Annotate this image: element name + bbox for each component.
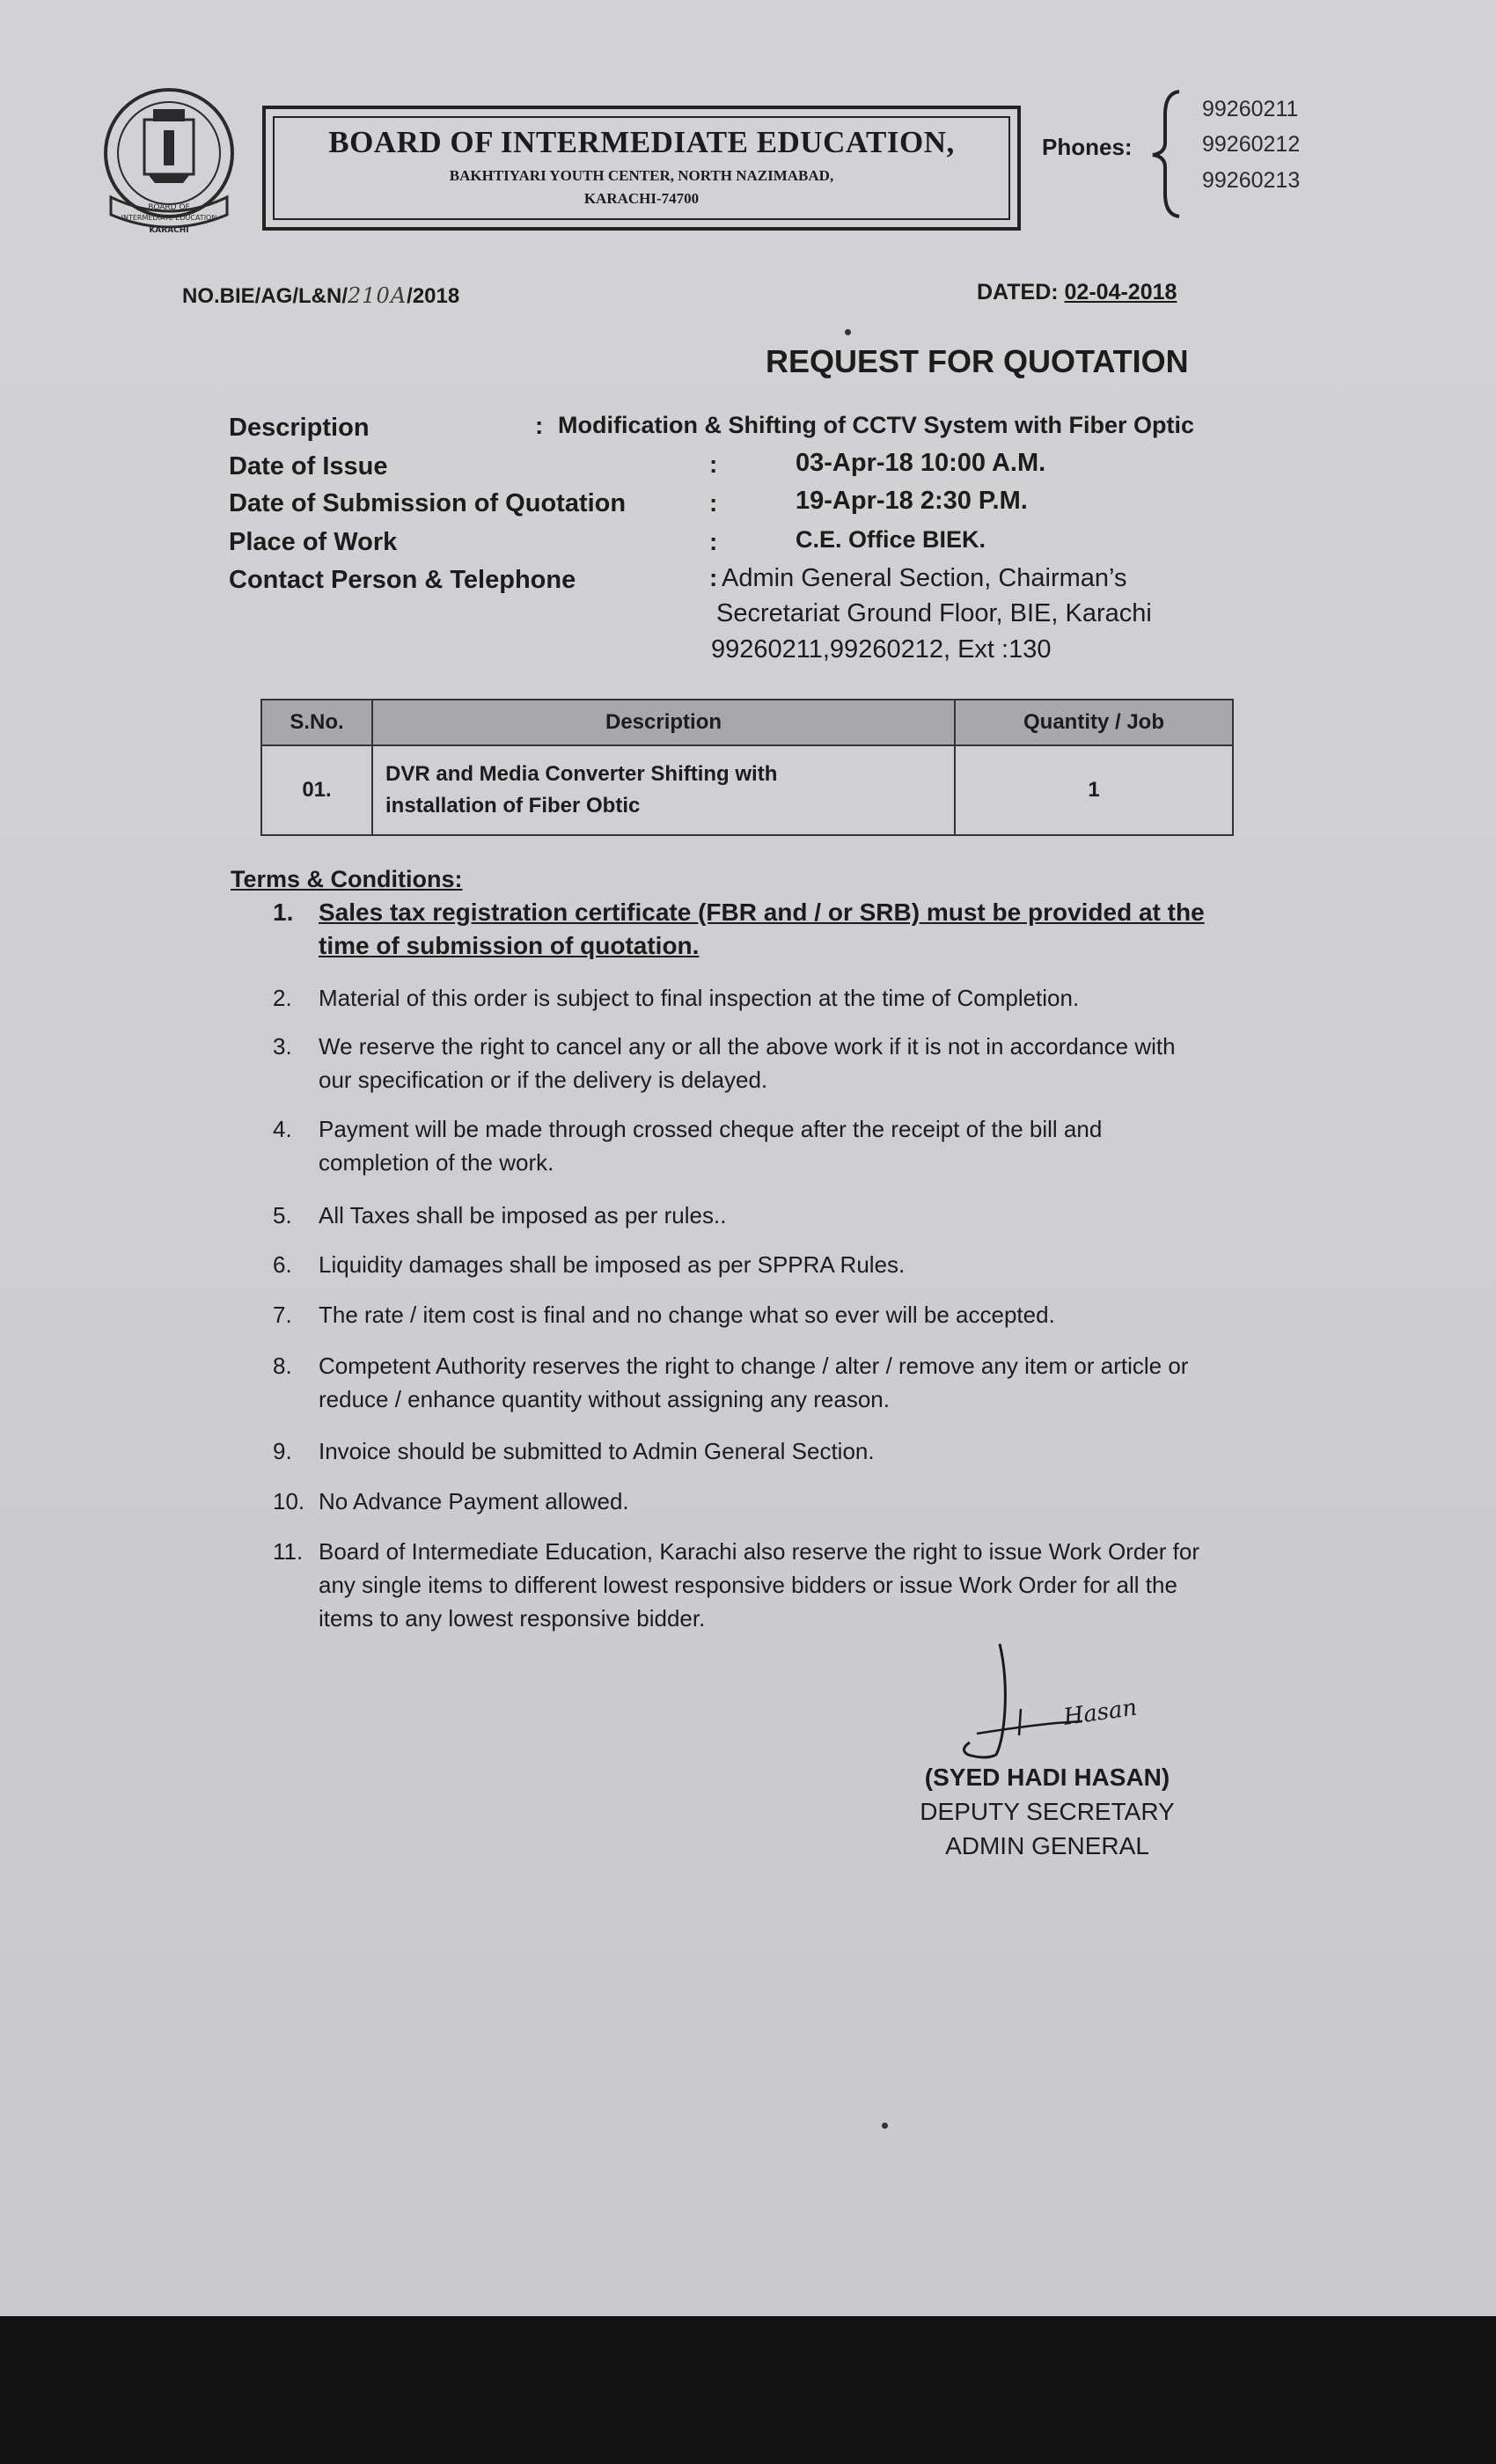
- contact-line-1: Admin General Section, Chairman’s: [722, 564, 1127, 592]
- dated-value: 02-04-2018: [1064, 280, 1177, 304]
- term-number: 4.: [273, 1116, 292, 1142]
- term-item-4: [273, 1112, 1294, 1179]
- term-line: The rate / item cost is final and no change what so ever will be accepted.: [319, 1302, 1055, 1328]
- signatory-designation: DEPUTY SECRETARY: [920, 1798, 1175, 1825]
- issue-value: 03-Apr-18 10:00 A.M.: [796, 449, 1046, 477]
- term-line: All Taxes shall be imposed as per rules..: [319, 1202, 727, 1228]
- term-line: Competent Authority reserves the right to change / alter / remove any item or article or: [319, 1353, 1189, 1379]
- phone-number-1: 99260211: [1202, 97, 1299, 121]
- signatory-name: (SYED HADI HASAN): [924, 1764, 1170, 1791]
- term-number: 3.: [273, 1033, 292, 1060]
- reference-suffix: /2018: [407, 284, 460, 308]
- term-line: Liquidity damages shall be imposed as per SPPRA Rules.: [319, 1251, 906, 1278]
- term-number: 10.: [273, 1488, 305, 1514]
- term-number: 5.: [273, 1202, 292, 1228]
- term-line: Payment will be made through crossed cheque after the receipt of the bill and: [319, 1116, 1103, 1142]
- signatory-department: ADMIN GENERAL: [945, 1832, 1149, 1859]
- term-item-7: [273, 1298, 1294, 1331]
- description-value: Modification & Shifting of CCTV System with Fiber Optic: [558, 412, 1195, 438]
- ink-dot: [845, 329, 851, 335]
- address-line-2: KARACHI-74700: [583, 190, 700, 207]
- address-line-1: BAKHTIYARI YOUTH CENTER, NORTH NAZIMABAD,: [449, 167, 834, 184]
- term-item-2: [273, 981, 1294, 1015]
- term-number: 9.: [273, 1438, 292, 1464]
- cell-description: [372, 745, 955, 835]
- term-line: Invoice should be submitted to Admin General Section.: [319, 1438, 875, 1464]
- term-number: 11.: [273, 1538, 304, 1565]
- description-colon: :: [535, 412, 544, 439]
- term-line: completion of the work.: [319, 1149, 554, 1176]
- handwritten-signature: [915, 1639, 1188, 1771]
- term-line: We reserve the right to cancel any or all the above work if it is not in accordance with: [319, 1033, 1176, 1060]
- col-header-description: Description: [372, 700, 955, 745]
- term-line: our specification or if the delivery is delayed.: [319, 1067, 768, 1093]
- document-heading: REQUEST FOR QUOTATION: [766, 343, 1189, 379]
- term-number: 1.: [273, 898, 294, 926]
- term-line: Material of this order is subject to final inspection at the time of Completion.: [319, 985, 1080, 1011]
- term-item-10: [273, 1485, 1294, 1518]
- cell-quantity: 1: [955, 745, 1233, 835]
- issue-colon: :: [709, 451, 718, 478]
- place-label: Place of Work: [229, 528, 398, 556]
- curly-brace-icon: [1149, 88, 1184, 220]
- phone-number-3: 99260213: [1202, 168, 1301, 193]
- term-item-3: [273, 1030, 1294, 1096]
- submission-value: 19-Apr-18 2:30 P.M.: [796, 487, 1028, 515]
- issue-label: Date of Issue: [229, 452, 388, 480]
- term-item-5: [273, 1199, 1294, 1232]
- term-item-1: [273, 896, 1294, 963]
- term-number: 2.: [273, 985, 292, 1011]
- seal-text-3: KARACHI: [149, 226, 189, 235]
- term-line: any single items to different lowest responsive bidders or issue Work Order for all the: [319, 1572, 1177, 1598]
- term-line: No Advance Payment allowed.: [319, 1488, 629, 1514]
- term-number: 7.: [273, 1302, 292, 1328]
- place-colon: :: [709, 528, 718, 555]
- seal-text-1: BOARD OF: [148, 203, 190, 212]
- phone-number-2: 99260212: [1202, 132, 1301, 157]
- term-number: 8.: [273, 1353, 292, 1379]
- cell-sno: 01.: [261, 745, 372, 835]
- signature-text: Hasan: [1061, 1694, 1139, 1731]
- items-table: [260, 699, 1234, 836]
- board-seal-logo: [99, 84, 239, 243]
- term-line: reduce / enhance quantity without assigning any reason.: [319, 1386, 890, 1412]
- table-header-row: [261, 700, 1233, 745]
- term-number: 6.: [273, 1251, 292, 1278]
- cell-description-line-1: DVR and Media Converter Shifting with: [385, 762, 778, 786]
- term-item-9: [273, 1434, 1294, 1468]
- submission-label: Date of Submission of Quotation: [229, 489, 627, 517]
- table-row: [261, 745, 1233, 835]
- contact-colon: :: [709, 564, 718, 591]
- term-line: time of submission of quotation.: [319, 932, 700, 959]
- place-value: C.E. Office BIEK.: [796, 526, 986, 553]
- cell-description-line-2: installation of Fiber Obtic: [385, 794, 641, 818]
- ink-dot: [882, 2123, 888, 2129]
- term-line: Sales tax registration certificate (FBR and / or SRB) must be provided at the: [319, 898, 1205, 926]
- contact-line-2: Secretariat Ground Floor, BIE, Karachi: [716, 599, 1152, 627]
- dated-label: DATED:: [977, 280, 1059, 304]
- phones-label: Phones:: [1042, 134, 1133, 160]
- contact-line-3: 99260211,99260212, Ext :130: [711, 635, 1052, 664]
- letterhead-box: [262, 106, 1021, 231]
- board-title: BOARD OF INTERMEDIATE EDUCATION,: [328, 125, 955, 159]
- reference-prefix: NO.BIE/AG/L&N/: [182, 284, 348, 308]
- term-item-8: [273, 1349, 1294, 1416]
- contact-label: Contact Person & Telephone: [229, 566, 576, 594]
- col-header-sno: S.No.: [261, 700, 372, 745]
- terms-title: Terms & Conditions:: [231, 866, 463, 892]
- term-line: Board of Intermediate Education, Karachi also reserve the right to issue Work Order for: [319, 1538, 1199, 1565]
- description-label: Description: [229, 414, 370, 442]
- submission-colon: :: [709, 489, 718, 517]
- seal-text-2: INTERMEDIATE EDUCATION: [121, 214, 217, 222]
- term-item-6: [273, 1248, 1294, 1281]
- dated: [977, 280, 1177, 305]
- reference-handwritten: 210A: [348, 283, 407, 308]
- term-line: items to any lowest responsive bidder.: [319, 1605, 706, 1632]
- term-item-11: [273, 1535, 1294, 1635]
- col-header-quantity: Quantity / Job: [955, 700, 1233, 745]
- reference-number: [182, 283, 459, 309]
